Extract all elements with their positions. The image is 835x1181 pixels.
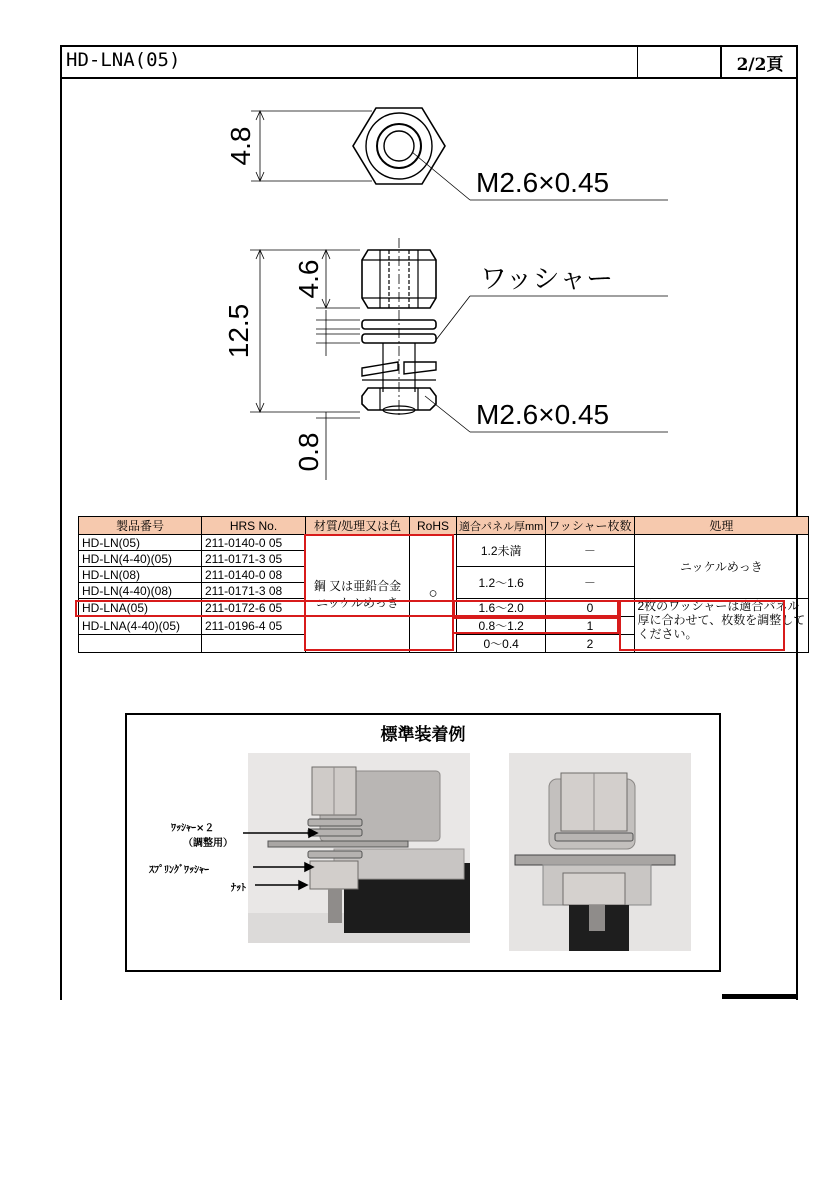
col-header-rohs: RoHS	[410, 517, 457, 535]
sheet-frame-foot	[722, 994, 798, 999]
panel-thickness: 0.8～1.2	[457, 617, 546, 635]
part-number: HD-LN(4-40)(05)	[79, 551, 202, 567]
highlight-panel-1	[452, 617, 619, 634]
dim-total-height: 12.5	[223, 303, 254, 359]
mounting-example	[125, 713, 721, 972]
panel-thickness: 1.2～1.6	[457, 567, 546, 599]
technical-drawing	[0, 0, 835, 500]
note-line: 厚に合わせて、枚数を調整して	[637, 613, 806, 627]
hrs-number: 211-0196-4 05	[202, 617, 306, 635]
callout-arrows	[127, 715, 327, 915]
example-title: 標準装着例	[380, 725, 466, 745]
thread-spec-top: M2.6×0.45	[476, 167, 610, 198]
callout-nut: ﾅｯﾄ	[231, 883, 246, 894]
part-number: HD-LN(05)	[79, 535, 202, 551]
part-number: HD-LN(08)	[79, 567, 202, 583]
part-number: HD-LNA(4-40)(05)	[79, 617, 202, 635]
panel-thickness: 1.2未満	[457, 535, 546, 567]
washer-count: 1	[546, 617, 634, 635]
col-header-part: 製品番号	[79, 517, 202, 535]
part-number	[79, 635, 202, 653]
panel-thickness: 0～0.4	[457, 635, 546, 653]
hrs-number: 211-0171-3 05	[202, 551, 306, 567]
treatment: ニッケルめっき	[634, 535, 809, 599]
part-number: HD-LNA(05)	[79, 599, 202, 617]
col-header-hrs: HRS No.	[202, 517, 306, 535]
washer-label: ワッシャー	[480, 264, 614, 295]
hrs-number: 211-0140-0 08	[202, 567, 306, 583]
washer-count: －	[546, 567, 634, 599]
col-header-treatment: 処理	[634, 517, 809, 535]
callout-adjust: （調整用）	[183, 838, 233, 849]
col-header-washers: ワッシャー枚数	[546, 517, 634, 535]
page-number: 2/2頁	[736, 55, 784, 75]
material-line: 鋼 又は亜鉛合金	[313, 578, 402, 593]
panel-thickness: 1.6～2.0	[457, 599, 546, 617]
hrs-number	[202, 635, 306, 653]
washer-count: －	[546, 535, 634, 567]
hrs-number: 211-0140-0 05	[202, 535, 306, 551]
table-header-row	[79, 517, 809, 535]
hrs-number: 211-0172-6 05	[202, 599, 306, 617]
dim-hex-width: 4.8	[225, 126, 256, 166]
highlight-note	[619, 600, 785, 651]
material-line: ニッケルめっき	[316, 595, 399, 610]
hrs-number: 211-0171-3 08	[202, 583, 306, 599]
dim-bottom-protrusion: 0.8	[293, 432, 324, 472]
thread-spec-bottom: M2.6×0.45	[476, 399, 610, 430]
photo-front-view	[509, 753, 691, 951]
note-line: 2枚のワッシャーは適合パネル	[637, 599, 800, 613]
washer-count: 2	[546, 635, 634, 653]
part-number: HD-LN(4-40)(08)	[79, 583, 202, 599]
highlight-panel-0	[452, 600, 619, 617]
callout-washer: ﾜｯｼｬｰ×２	[171, 823, 215, 834]
document-title: HD-LNA(05)	[66, 49, 181, 71]
callout-spring-washer: ｽﾌﾟﾘﾝｸﾞﾜｯｼｬｰ	[149, 865, 209, 876]
col-header-material: 材質/処理又は色	[306, 517, 410, 535]
note-line: ください。	[637, 627, 698, 641]
rohs-mark: ○	[410, 535, 457, 653]
highlight-material-rohs	[304, 534, 454, 651]
col-header-panel: 適合パネル厚mm	[457, 517, 546, 535]
dim-hex-height: 4.6	[293, 259, 324, 299]
washer-count: 0	[546, 599, 634, 617]
